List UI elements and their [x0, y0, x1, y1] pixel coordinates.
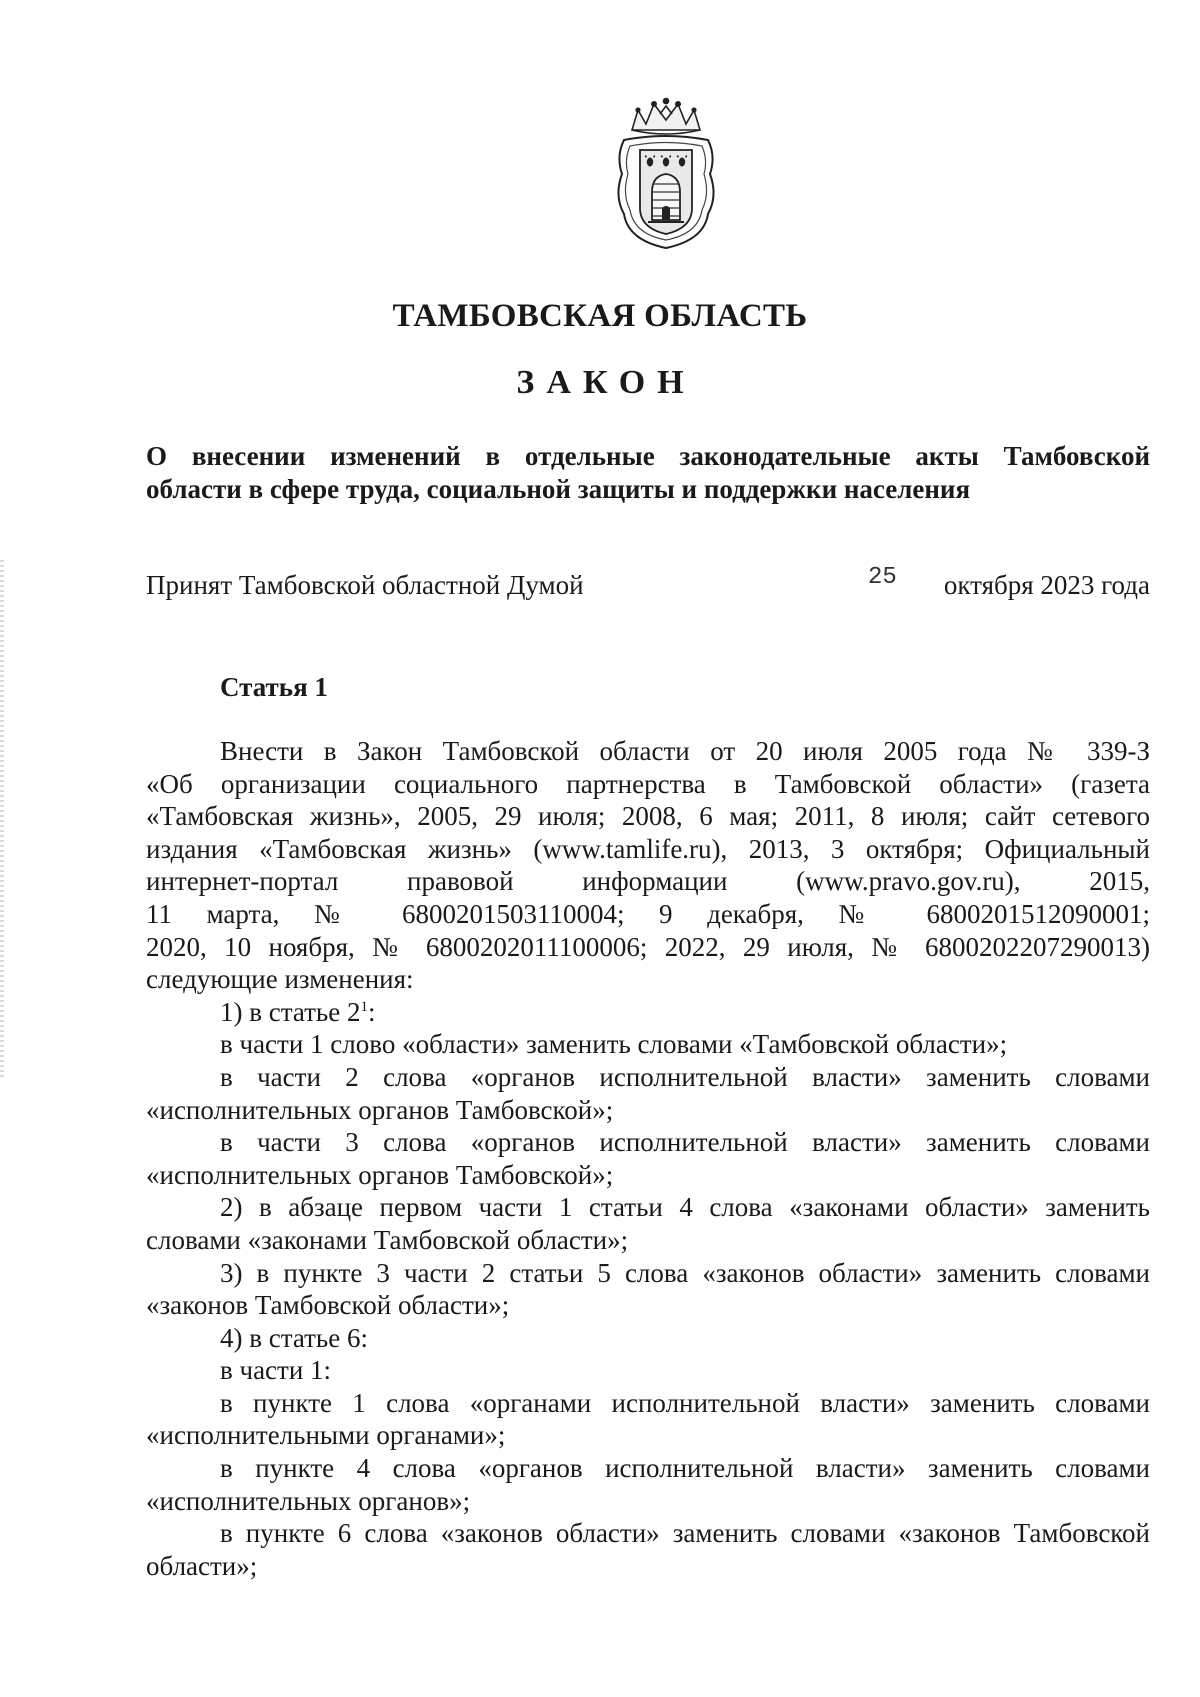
body-line: словами «законами Тамбовской области»;	[146, 1224, 629, 1255]
body-line: 2020, 10 ноября, № 6800202011100006; 2022, 29 июля, № 6800202207290013)	[146, 931, 1150, 962]
article-heading: Статья 1	[220, 672, 328, 702]
body-line: издания «Тамбовская жизнь» (www.tamlife.ru), 2013, 3 октября; Официальный	[146, 833, 1150, 864]
law-subject	[146, 440, 1150, 506]
body-line: «Об организации социального партнерства в Тамбовской области» (газета	[146, 768, 1150, 799]
adoption-line	[146, 564, 1150, 604]
body-line: 4) в статье 6:	[220, 1322, 368, 1353]
body-line: в части 1:	[220, 1355, 332, 1386]
body-line: «исполнительными органами»;	[146, 1420, 506, 1451]
body-line: «Тамбовская жизнь», 2005, 29 июля; 2008, 6 мая; 2011, 8 июля; сайт сетевого	[146, 801, 1150, 832]
item-1-superscript: 1	[360, 998, 368, 1015]
body-line: в части 2 слова «органов исполнительной власти» заменить словами	[220, 1061, 1150, 1092]
body-line-item-1	[146, 996, 1150, 1029]
document-type: ЗАКОН	[516, 364, 696, 401]
law-subject-line: области в сфере труда, социальной защиты и поддержки населения	[146, 474, 971, 504]
body-line: в пункте 1 слова «органами исполнительной власти» заменить словами	[220, 1387, 1150, 1418]
body-line: в части 1 слово «области» заменить словами «Тамбовской области»;	[220, 1029, 1008, 1060]
body-line: области»;	[146, 1550, 258, 1581]
item-1-suffix: :	[367, 996, 376, 1027]
article-body	[146, 735, 1150, 1582]
body-line: 11 марта, № 6800201503110004; 9 декабря, № 6800201512090001;	[146, 898, 1150, 929]
adoption-text: Принят Тамбовской областной Думой	[146, 570, 584, 600]
body-line: «исполнительных органов Тамбовской»;	[146, 1159, 614, 1190]
region-title: ТАМБОВСКАЯ ОБЛАСТЬ	[392, 298, 808, 334]
body-line: в части 3 слова «органов исполнительной власти» заменить словами	[220, 1127, 1150, 1158]
scan-edge-artifact	[0, 560, 4, 1080]
body-line: «законов Тамбовской области»;	[146, 1290, 510, 1321]
body-line: «исполнительных органов»;	[146, 1485, 471, 1516]
law-subject-line: О внесении изменений в отдельные законодательные акты Тамбовской	[146, 441, 1150, 471]
body-line: 2) в абзаце первом части 1 статьи 4 слова «законами области» заменить	[220, 1192, 1150, 1223]
tambov-coat-of-arms-icon	[610, 96, 722, 256]
body-line: интернет-портал правовой информации (www.pravo.gov.ru), 2015,	[146, 866, 1150, 897]
body-line: 3) в пункте 3 части 2 статьи 5 слова «законов области» заменить словами	[220, 1257, 1150, 1288]
body-line: в пункте 6 слова «законов области» заменить словами «законов Тамбовской	[220, 1518, 1150, 1549]
item-1-prefix: 1) в статье 2	[220, 996, 361, 1027]
body-line: в пункте 4 слова «органов исполнительной власти» заменить словами	[220, 1453, 1150, 1484]
body-line: «исполнительных органов Тамбовской»;	[146, 1094, 614, 1125]
adoption-day: 25	[868, 564, 897, 591]
adoption-date: октября 2023 года	[943, 570, 1150, 600]
body-line: следующие изменения:	[146, 964, 414, 995]
body-line: Внести в Закон Тамбовской области от 20 июля 2005 года № 339-З	[220, 736, 1150, 766]
